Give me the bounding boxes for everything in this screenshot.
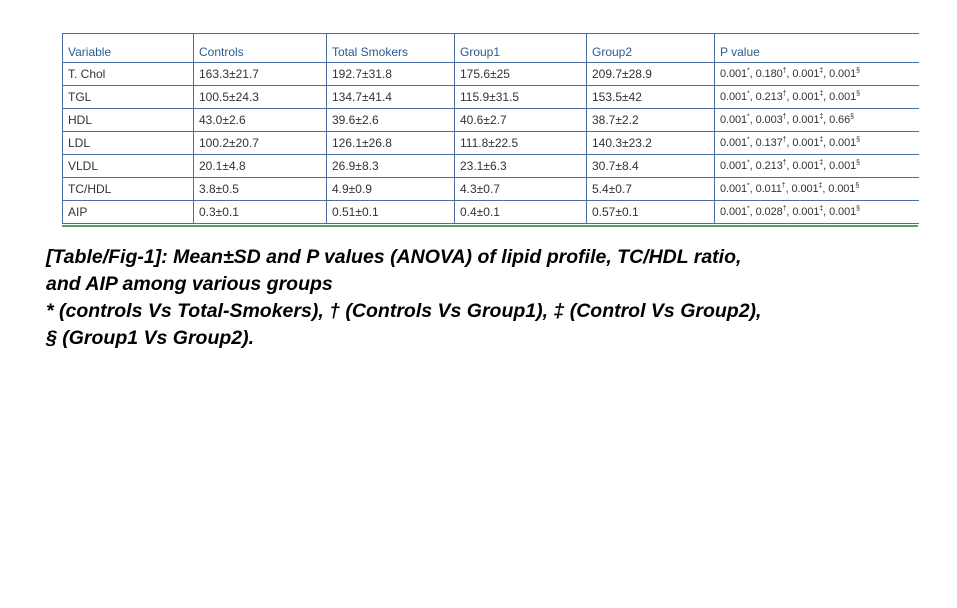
cell-p-value bbox=[715, 109, 919, 132]
cell-variable: T. Chol bbox=[63, 63, 194, 86]
cell-p-value bbox=[715, 132, 919, 155]
p-value-marker: § bbox=[856, 90, 860, 98]
header-controls: Controls bbox=[194, 34, 327, 63]
caption-line-1: [Table/Fig-1]: Mean±SD and P values (ANOVA) of lipid profile, TC/HDL ratio, bbox=[46, 246, 742, 268]
cell-controls: 0.3±0.1 bbox=[194, 201, 327, 224]
cell-controls: 20.1±4.8 bbox=[194, 155, 327, 178]
table-row bbox=[63, 109, 919, 132]
cell-variable: AIP bbox=[63, 201, 194, 224]
p-value-marker: * bbox=[747, 90, 750, 98]
cell-variable: LDL bbox=[63, 132, 194, 155]
cell-controls: 100.2±20.7 bbox=[194, 132, 327, 155]
caption-line-2: and AIP among various groups bbox=[46, 273, 333, 295]
p-value-separator: , bbox=[822, 183, 829, 195]
p-value-separator: , bbox=[786, 160, 793, 172]
p-value-number: 0.001 bbox=[792, 114, 820, 126]
lipid-profile-table bbox=[62, 33, 919, 224]
p-value-number: 0.66 bbox=[829, 114, 851, 126]
p-value-marker: § bbox=[850, 113, 854, 121]
cell-group2: 30.7±8.4 bbox=[587, 155, 715, 178]
p-value-number: 0.003 bbox=[755, 114, 783, 126]
cell-p-value bbox=[715, 201, 919, 224]
cell-controls: 163.3±21.7 bbox=[194, 63, 327, 86]
cell-variable: TC/HDL bbox=[63, 178, 194, 201]
p-value-number: 0.001 bbox=[829, 206, 857, 218]
cell-group2: 0.57±0.1 bbox=[587, 201, 715, 224]
p-value-separator: , bbox=[785, 183, 792, 195]
cell-group1: 115.9±31.5 bbox=[455, 86, 587, 109]
p-value-number: 0.028 bbox=[755, 206, 783, 218]
p-value-marker: * bbox=[747, 67, 750, 75]
p-value-separator: , bbox=[749, 183, 756, 195]
lipid-table-container bbox=[62, 33, 918, 224]
cell-group2: 5.4±0.7 bbox=[587, 178, 715, 201]
cell-total-smokers: 26.9±8.3 bbox=[327, 155, 455, 178]
p-value-number: 0.001 bbox=[792, 206, 820, 218]
p-value-separator: , bbox=[786, 68, 793, 80]
p-value-marker: † bbox=[782, 159, 787, 167]
header-p-value: P value bbox=[715, 34, 919, 63]
cell-total-smokers: 134.7±41.4 bbox=[327, 86, 455, 109]
cell-total-smokers: 4.9±0.9 bbox=[327, 178, 455, 201]
cell-total-smokers: 0.51±0.1 bbox=[327, 201, 455, 224]
p-value-number: 0.001 bbox=[829, 137, 857, 149]
p-value-marker: ‡ bbox=[819, 159, 824, 167]
cell-total-smokers: 192.7±31.8 bbox=[327, 63, 455, 86]
p-value-marker: † bbox=[782, 67, 787, 75]
p-value-number: 0.001 bbox=[720, 91, 748, 103]
cell-group2: 140.3±23.2 bbox=[587, 132, 715, 155]
p-value-number: 0.001 bbox=[792, 137, 820, 149]
cell-total-smokers: 126.1±26.8 bbox=[327, 132, 455, 155]
p-value-marker: § bbox=[856, 136, 860, 144]
cell-p-value bbox=[715, 178, 919, 201]
figure-caption bbox=[46, 244, 941, 352]
p-value-number: 0.011 bbox=[755, 183, 782, 195]
p-value-number: 0.001 bbox=[829, 160, 857, 172]
cell-controls: 43.0±2.6 bbox=[194, 109, 327, 132]
table-row bbox=[63, 63, 919, 86]
p-value-number: 0.001 bbox=[791, 183, 819, 195]
header-group2: Group2 bbox=[587, 34, 715, 63]
p-value-number: 0.001 bbox=[792, 68, 820, 80]
p-value-marker: § bbox=[855, 182, 860, 190]
p-value-separator: , bbox=[823, 114, 830, 126]
p-value-separator: , bbox=[749, 160, 756, 172]
p-value-number: 0.001 bbox=[720, 206, 748, 218]
cell-group1: 0.4±0.1 bbox=[455, 201, 587, 224]
header-variable: Variable bbox=[63, 34, 194, 63]
p-value-marker: * bbox=[747, 205, 750, 213]
table-row bbox=[63, 86, 919, 109]
cell-p-value bbox=[715, 63, 919, 86]
table-header-row bbox=[63, 34, 919, 63]
p-value-separator: , bbox=[823, 137, 830, 149]
header-total-smokers: Total Smokers bbox=[327, 34, 455, 63]
table-row bbox=[63, 201, 919, 224]
p-value-number: 0.001 bbox=[828, 183, 856, 195]
table-row bbox=[63, 132, 919, 155]
table-row bbox=[63, 155, 919, 178]
p-value-marker: ‡ bbox=[818, 182, 823, 190]
p-value-separator: , bbox=[823, 160, 830, 172]
p-value-number: 0.213 bbox=[755, 91, 783, 103]
p-value-marker: * bbox=[747, 159, 750, 167]
p-value-separator: , bbox=[749, 206, 756, 218]
p-value-marker: § bbox=[856, 159, 860, 167]
p-value-number: 0.137 bbox=[755, 137, 783, 149]
p-value-marker: ‡ bbox=[819, 67, 824, 75]
p-value-separator: , bbox=[749, 114, 756, 126]
p-value-number: 0.001 bbox=[720, 68, 748, 80]
caption-footnote-line-1: * (controls Vs Total-Smokers), † (Controls Vs Group1), ‡ (Control Vs Group2), bbox=[46, 300, 762, 322]
p-value-number: 0.001 bbox=[792, 91, 820, 103]
cell-total-smokers: 39.6±2.6 bbox=[327, 109, 455, 132]
p-value-marker: § bbox=[856, 205, 860, 213]
cell-variable: VLDL bbox=[63, 155, 194, 178]
p-value-marker: * bbox=[747, 136, 750, 144]
p-value-number: 0.001 bbox=[792, 160, 820, 172]
p-value-marker: † bbox=[782, 136, 787, 144]
cell-p-value bbox=[715, 155, 919, 178]
p-value-separator: , bbox=[823, 68, 830, 80]
cell-group1: 175.6±25 bbox=[455, 63, 587, 86]
cell-controls: 3.8±0.5 bbox=[194, 178, 327, 201]
p-value-marker: ‡ bbox=[819, 90, 824, 98]
p-value-marker: § bbox=[856, 67, 860, 75]
p-value-separator: , bbox=[749, 68, 756, 80]
p-value-separator: , bbox=[786, 91, 793, 103]
table-bottom-rule bbox=[62, 225, 918, 227]
cell-variable: HDL bbox=[63, 109, 194, 132]
p-value-marker: † bbox=[781, 182, 786, 190]
cell-group1: 40.6±2.7 bbox=[455, 109, 587, 132]
p-value-marker: † bbox=[782, 113, 787, 121]
p-value-number: 0.001 bbox=[829, 68, 857, 80]
p-value-separator: , bbox=[786, 137, 793, 149]
cell-group1: 111.8±22.5 bbox=[455, 132, 587, 155]
cell-controls: 100.5±24.3 bbox=[194, 86, 327, 109]
cell-variable: TGL bbox=[63, 86, 194, 109]
p-value-number: 0.001 bbox=[829, 91, 857, 103]
table-row bbox=[63, 178, 919, 201]
p-value-number: 0.001 bbox=[720, 160, 748, 172]
cell-group1: 23.1±6.3 bbox=[455, 155, 587, 178]
p-value-separator: , bbox=[786, 206, 793, 218]
p-value-marker: † bbox=[782, 205, 787, 213]
cell-group2: 38.7±2.2 bbox=[587, 109, 715, 132]
p-value-separator: , bbox=[823, 91, 830, 103]
p-value-marker: ‡ bbox=[819, 136, 824, 144]
p-value-number: 0.180 bbox=[755, 68, 783, 80]
p-value-separator: , bbox=[786, 114, 793, 126]
p-value-separator: , bbox=[749, 91, 756, 103]
table-body bbox=[63, 63, 919, 224]
header-group1: Group1 bbox=[455, 34, 587, 63]
cell-group2: 209.7±28.9 bbox=[587, 63, 715, 86]
p-value-marker: ‡ bbox=[819, 205, 824, 213]
p-value-number: 0.001 bbox=[720, 114, 748, 126]
cell-group2: 153.5±42 bbox=[587, 86, 715, 109]
p-value-marker: * bbox=[747, 182, 750, 190]
p-value-number: 0.001 bbox=[720, 137, 748, 149]
p-value-marker: † bbox=[782, 90, 787, 98]
p-value-marker: * bbox=[747, 113, 750, 121]
cell-p-value bbox=[715, 86, 919, 109]
p-value-separator: , bbox=[823, 206, 830, 218]
p-value-separator: , bbox=[749, 137, 756, 149]
p-value-marker: ‡ bbox=[819, 113, 824, 121]
p-value-number: 0.213 bbox=[755, 160, 783, 172]
caption-footnote-line-2: § (Group1 Vs Group2). bbox=[46, 327, 255, 349]
p-value-number: 0.001 bbox=[720, 183, 748, 195]
cell-group1: 4.3±0.7 bbox=[455, 178, 587, 201]
